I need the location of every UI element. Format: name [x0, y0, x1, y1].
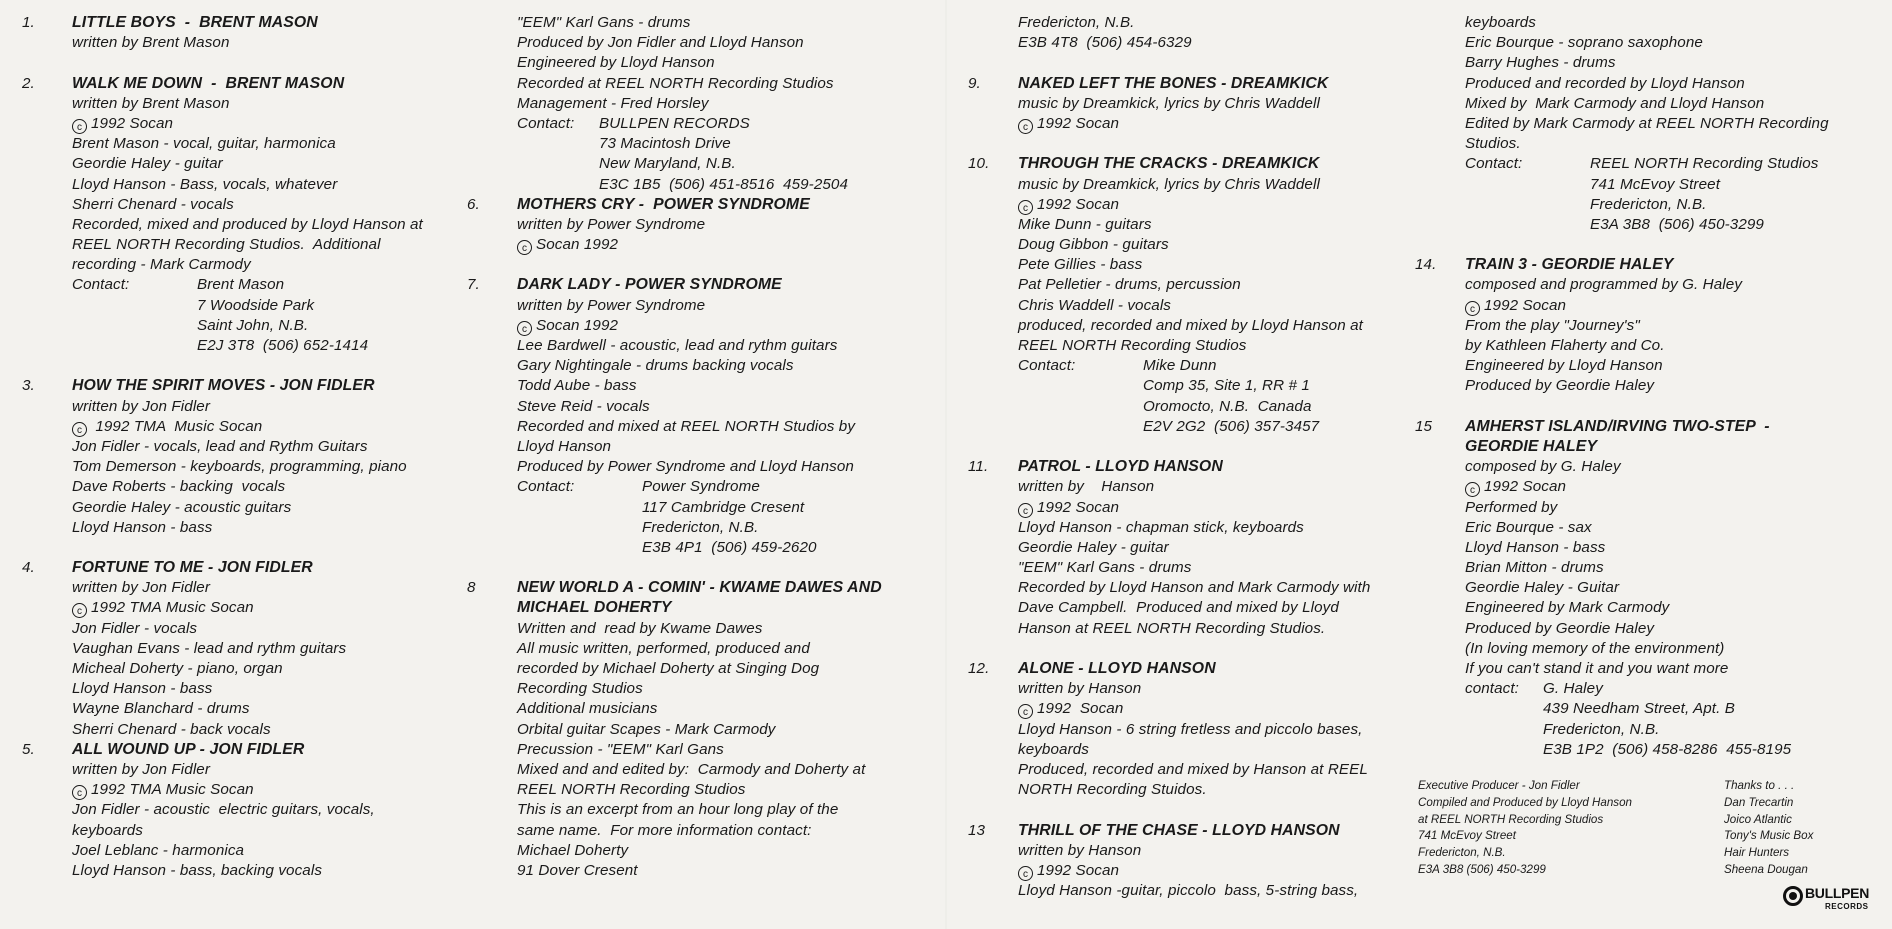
track-title	[1415, 255, 1875, 275]
contact-label: Contact:	[1465, 155, 1523, 173]
credit-line: Steve Reid - vocals	[517, 397, 650, 415]
address-line: 439 Needham Street, Apt. B	[1543, 700, 1735, 718]
copyright-text: 1992 TMA Music Socan	[91, 417, 263, 435]
credit-line: Eric Bourque - sax	[1465, 518, 1592, 536]
credit-line: Lloyd Hanson -guitar, piccolo bass, 5-string bass,	[1018, 882, 1359, 900]
spacer	[968, 800, 1408, 820]
spacer	[467, 255, 922, 275]
spacer	[968, 134, 1408, 154]
credit-line: music by Dreamkick, lyrics by Chris Waddell	[1018, 175, 1320, 193]
credit-line: Jon Fidler - acoustic electric guitars, vocals,	[72, 801, 375, 819]
track-number: 12.	[968, 660, 990, 677]
thanks-line: Joico Atlantic	[1724, 812, 1792, 826]
track-title	[1415, 437, 1875, 457]
credit-line: Micheal Doherty - piano, organ	[72, 660, 283, 677]
track-title-text: THRILL OF THE CHASE - LLOYD HANSON	[1018, 821, 1340, 839]
address-line: E3B 1P2 (506) 458-8286 455-8195	[1543, 740, 1792, 758]
address-line: E3A 3B8 (506) 450-3299	[1590, 215, 1764, 233]
copyright-text: 1992 Socan	[1037, 700, 1124, 718]
copyright-line	[968, 861, 1408, 881]
credit-line: Brent Mason - vocal, guitar, harmonica	[72, 135, 336, 153]
copyright-line	[968, 195, 1408, 215]
track-title-text: DARK LADY - POWER SYNDROME	[517, 276, 782, 294]
credit-line: Edited by Mark Carmody at REEL NORTH Recording	[1465, 114, 1829, 132]
thanks-line: Hair Hunters	[1724, 846, 1790, 860]
track-title-text: HOW THE SPIRIT MOVES - JON FIDLER	[72, 377, 375, 395]
credit-line: From the play "Journey's"	[1465, 316, 1640, 334]
contact-value: REEL NORTH Recording Studios	[1590, 155, 1819, 173]
credit-line: Jon Fidler - vocals	[72, 619, 198, 637]
address-line: 741 McEvoy Street	[1590, 175, 1721, 193]
credit-line: Lloyd Hanson	[517, 437, 612, 455]
contact-label: Contact:	[72, 276, 130, 294]
credit-line: Studios.	[1465, 135, 1521, 153]
credit-line: written by Jon Fidler	[72, 397, 210, 415]
track-title-text: GEORDIE HALEY	[1465, 437, 1598, 455]
column-2	[467, 13, 922, 881]
contact-label: Contact:	[517, 114, 575, 132]
address-line: E2J 3T8 (506) 652-1414	[197, 337, 369, 354]
track-number: 13	[968, 821, 986, 839]
contact-value: Mike Dunn	[1143, 357, 1217, 375]
credit-line: Geordie Haley - guitar	[1018, 538, 1169, 556]
track-title-text: AMHERST ISLAND/IRVING TWO-STEP -	[1465, 417, 1770, 435]
credit-line: recorded by Michael Doherty at Singing Dog	[517, 660, 820, 677]
credit-line: keyboards	[1018, 740, 1089, 758]
credit-line: Fredericton, N.B.	[1018, 14, 1135, 31]
contact-value: BULLPEN RECORDS	[599, 114, 750, 132]
track-title	[22, 740, 462, 760]
credit-line: Lloyd Hanson - bass	[72, 680, 213, 698]
credit-line: Chris Waddell - vocals	[1018, 296, 1171, 314]
track-title	[22, 376, 462, 396]
credits-line: E3A 3B8 (506) 450-3299	[1418, 862, 1546, 876]
contact-line	[467, 114, 922, 134]
credit-line: Sherri Chenard - back vocals	[72, 720, 271, 738]
logo-ring-icon	[1783, 886, 1803, 906]
spacer	[1415, 397, 1875, 417]
copyright-line	[968, 699, 1408, 719]
credit-line: written by Jon Fidler	[72, 579, 210, 597]
credit-line: Gary Nightingale - drums backing vocals	[517, 357, 794, 375]
copyright-line	[1415, 477, 1875, 497]
credit-line: "EEM" Karl Gans - drums	[517, 14, 691, 31]
track-number: 15	[1415, 417, 1433, 435]
credit-line: music by Dreamkick, lyrics by Chris Waddell	[1018, 94, 1320, 112]
track-number: 3.	[22, 377, 35, 395]
contact-line	[1415, 154, 1875, 174]
address-line: E3C 1B5 (506) 451-8516 459-2504	[599, 175, 849, 193]
copyright-line	[22, 114, 462, 134]
credit-line: composed and programmed by G. Haley	[1465, 276, 1743, 294]
track-title	[1415, 417, 1875, 437]
credit-line: Produced by Jon Fidler and Lloyd Hanson	[517, 34, 804, 52]
copyright-icon: c	[1465, 482, 1480, 497]
credit-line: written by Hanson	[1018, 478, 1155, 496]
track-number: 4.	[22, 559, 35, 577]
credit-line: Recorded and mixed at REEL NORTH Studios by	[517, 417, 856, 435]
spacer	[968, 639, 1408, 659]
thanks-line: Thanks to . . .	[1724, 779, 1795, 792]
copyright-icon: c	[517, 240, 532, 255]
credit-line: recording - Mark Carmody	[72, 256, 251, 274]
credit-line: Engineered by Lloyd Hanson	[517, 54, 715, 72]
track-title-text: FORTUNE TO ME - JON FIDLER	[72, 559, 313, 577]
track-title-text: ALONE - LLOYD HANSON	[1018, 660, 1216, 677]
credit-line: Tom Demerson - keyboards, programming, piano	[72, 458, 407, 476]
copyright-line	[1415, 296, 1875, 316]
spacer	[968, 53, 1408, 73]
credit-line: written by Jon Fidler	[72, 760, 210, 778]
copyright-icon: c	[1018, 866, 1033, 881]
spacer	[22, 356, 462, 376]
credit-line: Produced and recorded by Lloyd Hanson	[1465, 74, 1745, 92]
credit-line: Michael Doherty	[517, 841, 629, 859]
thanks-block	[1724, 778, 1884, 879]
credit-line: Produced by Geordie Haley	[1465, 377, 1655, 395]
credit-line: Mixed by Mark Carmody and Lloyd Hanson	[1465, 94, 1765, 112]
credit-line: Recorded by Lloyd Hanson and Mark Carmody with	[1018, 579, 1371, 597]
track-title	[467, 195, 922, 215]
logo-sub: RECORDS	[1825, 902, 1869, 911]
track-title-text: PATROL - LLOYD HANSON	[1018, 458, 1223, 476]
credit-line: composed by G. Haley	[1465, 458, 1621, 476]
track-title-text: MOTHERS CRY - POWER SYNDROME	[517, 195, 810, 213]
credits-block	[1418, 778, 1718, 879]
thanks-line: Tony's Music Box	[1724, 829, 1814, 843]
credit-line: Hanson at REEL NORTH Recording Studios.	[1018, 619, 1326, 637]
column-1	[22, 13, 462, 881]
track-number: 11.	[968, 458, 989, 476]
credit-line: All music written, performed, produced and	[517, 639, 810, 657]
credit-line: Wayne Blanchard - drums	[72, 700, 250, 718]
copyright-text: 1992 Socan	[1037, 114, 1120, 132]
credit-line: Lloyd Hanson - bass	[72, 518, 213, 536]
credit-line: Jon Fidler - vocals, lead and Rythm Guitars	[72, 437, 368, 455]
credit-line: REEL NORTH Recording Studios. Additional	[72, 236, 381, 254]
credit-line: by Kathleen Flaherty and Co.	[1465, 337, 1665, 354]
copyright-text: 1992 Socan	[1037, 861, 1120, 879]
contact-value: G. Haley	[1543, 680, 1603, 698]
track-title-text: WALK ME DOWN - BRENT MASON	[72, 74, 345, 92]
contact-label: Contact:	[1018, 357, 1076, 375]
credit-line: Lloyd Hanson - Bass, vocals, whatever	[72, 175, 338, 193]
track-title-text: MICHAEL DOHERTY	[517, 599, 672, 617]
copyright-icon: c	[1018, 119, 1033, 134]
credit-line: Management - Fred Horsley	[517, 94, 709, 112]
track-title	[467, 275, 922, 295]
copyright-text: 1992 Socan	[1484, 478, 1567, 496]
address-line: Fredericton, N.B.	[1590, 195, 1707, 213]
track-number: 8	[467, 579, 476, 597]
credit-line: Pat Pelletier - drums, percussion	[1018, 276, 1241, 294]
track-number: 9.	[968, 74, 981, 92]
credit-line: Recording Studios	[517, 680, 643, 698]
address-line: Oromocto, N.B. Canada	[1143, 397, 1312, 415]
copyright-line	[968, 114, 1408, 134]
credits-line: 741 McEvoy Street	[1418, 829, 1516, 843]
address-line: 73 Macintosh Drive	[599, 135, 731, 153]
credit-line: Produced by Power Syndrome and Lloyd Hanson	[517, 458, 854, 476]
copyright-icon: c	[72, 119, 87, 134]
credit-line: keyboards	[72, 821, 143, 839]
address-line: E2V 2G2 (506) 357-3457	[1143, 417, 1320, 435]
copyright-text: 1992 TMA Music Socan	[91, 781, 254, 799]
credit-line: "EEM" Karl Gans - drums	[1018, 559, 1192, 577]
credit-line: same name. For more information contact:	[517, 821, 812, 839]
credit-line: written by Hanson	[1018, 841, 1142, 859]
contact-value: Brent Mason	[197, 276, 285, 294]
track-title	[467, 578, 922, 598]
track-number: 14.	[1415, 256, 1437, 274]
copyright-text: 1992 Socan	[1037, 498, 1120, 516]
credit-line: This is an excerpt from an hour long play of the	[517, 801, 839, 819]
copyright-icon: c	[1018, 200, 1033, 215]
credit-line: written by Power Syndrome	[517, 215, 706, 233]
credit-line: Written and read by Kwame Dawes	[517, 619, 763, 637]
credit-line: E3B 4T8 (506) 454-6329	[1018, 34, 1192, 52]
track-number: 2.	[22, 74, 35, 92]
contact-line	[968, 356, 1408, 376]
credit-line: written by Brent Mason	[72, 94, 230, 112]
address-line: Fredericton, N.B.	[1543, 720, 1660, 738]
credits-line: at REEL NORTH Recording Studios	[1418, 812, 1604, 826]
credit-line: Lloyd Hanson - bass, backing vocals	[72, 861, 323, 879]
spacer	[22, 538, 462, 558]
credit-line: Mike Dunn - guitars	[1018, 215, 1152, 233]
credit-line: Eric Bourque - soprano saxophone	[1465, 34, 1703, 52]
credit-line: Recorded, mixed and produced by Lloyd Hanson at	[72, 215, 423, 233]
credit-line: Todd Aube - bass	[517, 377, 637, 395]
credit-line: Additional musicians	[517, 700, 658, 718]
credit-line: Dave Roberts - backing vocals	[72, 478, 286, 496]
track-title-text: NEW WORLD A - COMIN' - KWAME DAWES AND	[517, 579, 882, 597]
credit-line: Engineered by Mark Carmody	[1465, 599, 1670, 617]
credit-line: Mixed and and edited by: Carmody and Doherty at	[517, 760, 866, 778]
credit-line: Recorded at REEL NORTH Recording Studios	[517, 74, 834, 92]
copyright-icon: c	[72, 422, 87, 437]
copyright-icon: c	[1465, 301, 1480, 316]
credits-line: Compiled and Produced by Lloyd Hanson	[1418, 795, 1632, 809]
copyright-text: Socan 1992	[536, 236, 619, 254]
track-title	[968, 74, 1408, 94]
credits-line: Fredericton, N.B.	[1418, 846, 1506, 860]
spacer	[22, 53, 462, 73]
copyright-text: 1992 TMA Music Socan	[91, 599, 254, 617]
copyright-line	[22, 598, 462, 618]
track-title-text: ALL WOUND UP - JON FIDLER	[72, 740, 305, 758]
credit-line: written by Hanson	[1018, 680, 1142, 698]
credit-line: Engineered by Lloyd Hanson	[1465, 357, 1663, 375]
credit-line: REEL NORTH Recording Studios	[1018, 337, 1247, 354]
copyright-line	[467, 316, 922, 336]
track-title	[968, 154, 1408, 174]
track-number: 10.	[968, 155, 990, 173]
credit-line: Lee Bardwell - acoustic, lead and rythm guitars	[517, 337, 838, 354]
spacer	[467, 558, 922, 578]
copyright-line	[467, 235, 922, 255]
contact-label: Contact:	[517, 478, 575, 496]
credit-line: (In loving memory of the environment)	[1465, 639, 1725, 657]
credit-line: NORTH Recording Stuidos.	[1018, 781, 1207, 799]
track-title-text: NAKED LEFT THE BONES - DREAMKICK	[1018, 74, 1329, 92]
bullpen-records-logo	[1783, 883, 1883, 919]
copyright-icon: c	[517, 321, 532, 336]
credit-line: Pete Gillies - bass	[1018, 256, 1143, 274]
credit-line: written by Brent Mason	[72, 34, 230, 52]
copyright-text: 1992 Socan	[1037, 195, 1120, 213]
track-number: 5.	[22, 740, 35, 758]
copyright-text: 1992 Socan	[1484, 296, 1567, 314]
page-fold	[945, 0, 947, 929]
copyright-icon: c	[72, 603, 87, 618]
credit-line: Barry Hughes - drums	[1465, 54, 1616, 72]
track-title	[22, 74, 462, 94]
track-title-text: THROUGH THE CRACKS - DREAMKICK	[1018, 155, 1320, 173]
credit-line: 91 Dover Cresent	[517, 861, 638, 879]
spacer	[968, 437, 1408, 457]
column-3	[968, 13, 1408, 901]
credit-line: produced, recorded and mixed by Lloyd Hanson at	[1018, 316, 1363, 334]
credit-line: Doug Gibbon - guitars	[1018, 236, 1169, 254]
address-line: New Maryland, N.B.	[599, 155, 736, 173]
copyright-icon: c	[1018, 704, 1033, 719]
logo-word: BULLPEN	[1805, 885, 1870, 901]
credit-line: Produced, recorded and mixed by Hanson at REEL	[1018, 760, 1368, 778]
address-line: 117 Cambridge Cresent	[642, 498, 805, 516]
credit-line: Lloyd Hanson - bass	[1465, 538, 1606, 556]
track-number: 6.	[467, 195, 480, 213]
credit-line: Produced by Geordie Haley	[1465, 619, 1655, 637]
track-title-text: LITTLE BOYS - BRENT MASON	[72, 14, 318, 31]
credit-line: Joel Leblanc - harmonica	[72, 841, 245, 859]
credit-line: Lloyd Hanson - 6 string fretless and piccolo bases,	[1018, 720, 1363, 738]
copyright-line	[22, 417, 462, 437]
credit-line: keyboards	[1465, 14, 1536, 31]
credit-line: Geordie Haley - guitar	[72, 155, 223, 173]
copyright-line	[968, 498, 1408, 518]
contact-line	[467, 477, 922, 497]
credit-line: Lloyd Hanson - chapman stick, keyboards	[1018, 518, 1304, 536]
credit-line: written by Power Syndrome	[517, 296, 706, 314]
copyright-text: Socan 1992	[536, 316, 619, 334]
track-title	[22, 558, 462, 578]
column-4	[1415, 13, 1875, 760]
contact-line	[1415, 679, 1875, 699]
credit-line: Orbital guitar Scapes - Mark Carmody	[517, 720, 776, 738]
address-line: Comp 35, Site 1, RR # 1	[1143, 377, 1310, 395]
track-title	[968, 821, 1408, 841]
credit-line: Geordie Haley - Guitar	[1465, 579, 1620, 597]
track-title	[467, 598, 922, 618]
contact-value: Power Syndrome	[642, 478, 760, 496]
credit-line: Sherri Chenard - vocals	[72, 195, 234, 213]
copyright-line	[22, 780, 462, 800]
address-line: E3B 4P1 (506) 459-2620	[642, 538, 817, 556]
credit-line: Vaughan Evans - lead and rythm guitars	[72, 639, 347, 657]
track-number: 1.	[22, 14, 35, 31]
copyright-icon: c	[72, 785, 87, 800]
thanks-line: Dan Trecartin	[1724, 795, 1794, 809]
copyright-text: 1992 Socan	[91, 114, 174, 132]
contact-label: contact:	[1465, 680, 1519, 698]
track-title	[968, 457, 1408, 477]
address-line: Fredericton, N.B.	[642, 518, 759, 536]
track-title	[22, 13, 462, 33]
credit-line: Performed by	[1465, 498, 1558, 516]
track-number: 7.	[467, 276, 480, 294]
track-title-text: TRAIN 3 - GEORDIE HALEY	[1465, 256, 1674, 274]
address-line: 7 Woodside Park	[197, 296, 315, 314]
address-line: Saint John, N.B.	[197, 316, 309, 334]
credit-line: Precussion - "EEM" Karl Gans	[517, 740, 724, 758]
track-title	[968, 659, 1408, 679]
credit-line: Geordie Haley - acoustic guitars	[72, 498, 292, 516]
spacer	[1415, 235, 1875, 255]
credit-line: If you can't stand it and you want more	[1465, 660, 1729, 677]
copyright-icon: c	[1018, 503, 1033, 518]
credit-line: Brian Mitton - drums	[1465, 559, 1604, 577]
credit-line: REEL NORTH Recording Studios	[517, 781, 746, 799]
thanks-line: Sheena Dougan	[1724, 862, 1808, 876]
credit-line: Dave Campbell. Produced and mixed by Lloyd	[1018, 599, 1339, 617]
contact-line	[22, 275, 462, 295]
credits-line: Executive Producer - Jon Fidler	[1418, 779, 1580, 792]
